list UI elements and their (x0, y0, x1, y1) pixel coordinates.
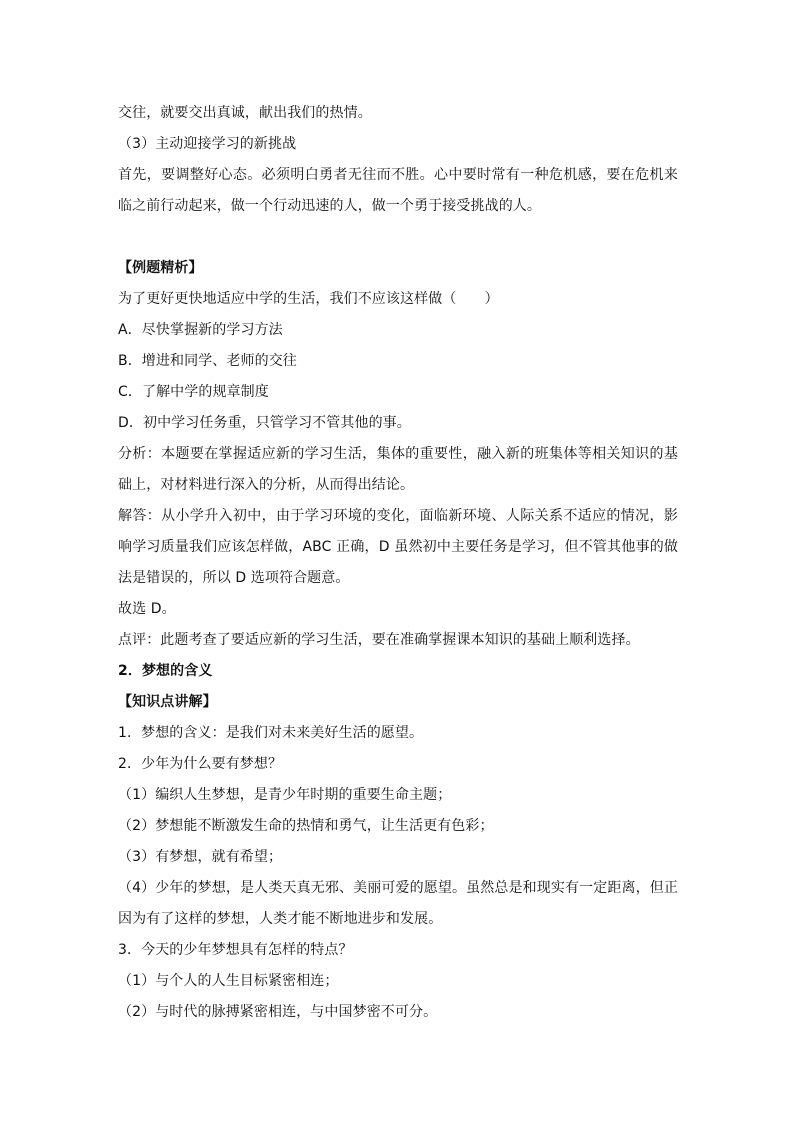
blank-spacer (118, 222, 678, 253)
text-line: （3）主动迎接学习的新挑战 (118, 136, 297, 152)
text-line: （1）编织人生梦想，是青少年时期的重要生命主题； (118, 787, 452, 803)
paragraph: 首先，要调整好心态。必须明白勇者无往而不胜。心中要时常有一种危机感，要在危机来临之前行动起来，做一个行动迅速的人，做一个勇于接受挑战的人。 (118, 167, 678, 214)
answer-paragraph: 解答：从小学升入初中，由于学习环境的变化，面临新环境、人际关系不适应的情况，影响学习质量我们应该怎样做，ABC 正确，D 虽然初中主要任务是学习，但不管其他事的做法是错误的，所以 D 选项符合题意。 (118, 508, 678, 586)
option-a: A．尽快掌握新的学习方法 (118, 322, 283, 338)
section-heading: 【例题精析】 (118, 260, 203, 276)
section-title: 2．梦想的含义 (118, 663, 213, 679)
text-line: （2）梦想能不断激发生命的热情和勇气，让生活更有色彩； (118, 818, 494, 834)
analysis-paragraph: 分析：本题要在掌握适应新的学习生活，集体的重要性，融入新的班集体等相关知识的基础上，对材料进行深入的分析，从而得出结论。 (118, 446, 678, 493)
text-line: 1．梦想的含义：是我们对未来美好生活的愿望。 (118, 725, 424, 741)
document-page (118, 98, 678, 1028)
choice-line: 故选 D。 (118, 601, 176, 617)
question-stem: 为了更好更快地适应中学的生活，我们不应该这样做（ ） (118, 291, 499, 307)
text-line: 交往，就要交出真诚，献出我们的热情。 (118, 105, 372, 121)
text-line: 2．少年为什么要有梦想？ (118, 756, 283, 772)
option-b: B．增进和同学、老师的交往 (118, 353, 297, 369)
text-line: （2）与时代的脉搏紧密相连，与中国梦密不可分。 (118, 1004, 438, 1020)
text-line: （3）有梦想，就有希望； (118, 849, 283, 865)
option-c: C．了解中学的规章制度 (118, 384, 269, 400)
paragraph: （4）少年的梦想，是人类天真无邪、美丽可爱的愿望。虽然总是和现实有一定距离，但正因为有了这样的梦想，人类才能不断地进步和发展。 (118, 880, 678, 927)
comment-line: 点评：此题考查了要适应新的学习生活，要在准确掌握课本知识的基础上顺利选择。 (118, 632, 640, 648)
text-line: 3．今天的少年梦想具有怎样的特点？ (118, 942, 353, 958)
option-d: D．初中学习任务重，只管学习不管其他的事。 (118, 415, 411, 431)
section-heading: 【知识点讲解】 (118, 694, 217, 710)
text-line: （1）与个人的人生目标紧密相连； (118, 973, 339, 989)
